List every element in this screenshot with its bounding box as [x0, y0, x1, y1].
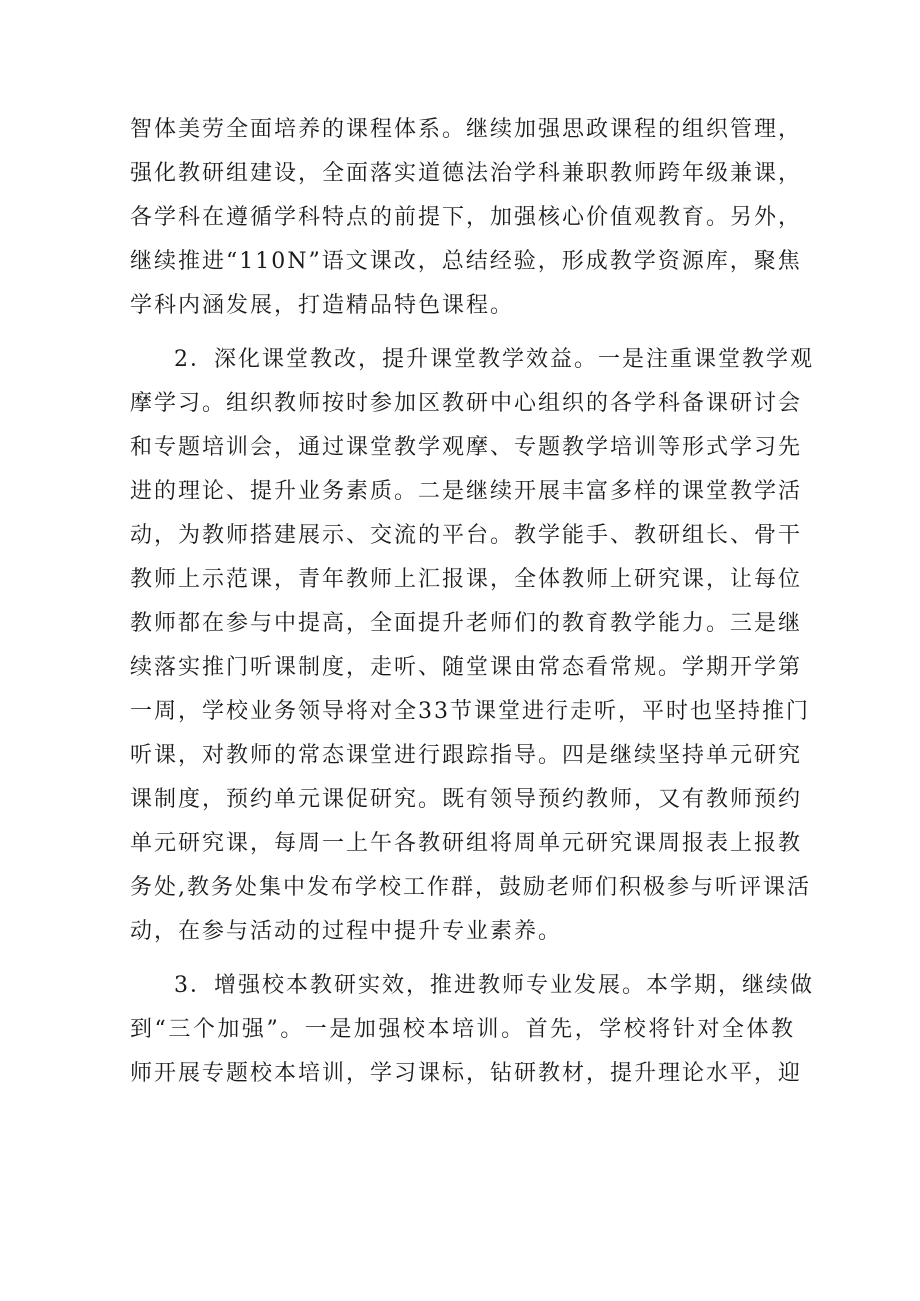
text-line: 教师上示范课，青年教师上汇报课，全体教师上研究课，让每位	[130, 567, 803, 592]
text-line: 单元研究课，每周一上午各教研组将周单元研究课周报表上报教	[130, 831, 803, 856]
text-line: 和专题培训会，通过课堂教学观摩、专题教学培训等形式学习先	[130, 435, 803, 460]
text-line: 3．增强校本教研实效，推进教师专业发展。本学期，继续做	[174, 973, 814, 998]
text-line: 课制度，预约单元课促研究。既有领导预约教师，又有教师预约	[130, 787, 803, 812]
text-line: 进的理论、提升业务素质。二是继续开展丰富多样的课堂教学活	[130, 479, 803, 504]
text-line: 务处,教务处集中发布学校工作群，鼓励老师们积极参与听评课活	[130, 875, 811, 900]
text-line: 学科内涵发展，打造精品特色课程。	[130, 293, 515, 318]
paragraph-school-research	[130, 964, 814, 1096]
text-line: 2．深化课堂教改，提升课堂教学效益。一是注重课堂教学观	[174, 347, 814, 372]
text-line: 智体美劳全面培养的课程体系。继续加强思政课程的组织管理，	[130, 117, 803, 142]
text-line: 继续推进“110N”语文课改，总结经验，形成教学资源库，聚焦	[130, 249, 802, 274]
paragraph-curriculum-system	[130, 108, 803, 328]
text-line: 强化教研组建设，全面落实道德法治学科兼职教师跨年级兼课，	[130, 161, 803, 186]
text-line: 动，为教师搭建展示、交流的平台。教学能手、教研组长、骨干	[130, 523, 803, 548]
text-line: 续落实推门听课制度，走听、随堂课由常态看常规。学期开学第	[130, 655, 803, 680]
text-line: 摩学习。组织教师按时参加区教研中心组织的各学科备课研讨会	[130, 391, 803, 416]
text-line: 各学科在遵循学科特点的前提下，加强核心价值观教育。另外，	[130, 205, 803, 230]
body-text	[130, 108, 814, 1106]
text-line: 到“三个加强”。一是加强校本培训。首先，学校将针对全体教	[130, 1017, 795, 1042]
text-line: 一周，学校业务领导将对全33节课堂进行走听，平时也坚持推门	[130, 699, 810, 724]
text-line: 师开展专题校本培训，学习课标，钻研教材，提升理论水平，迎	[130, 1061, 803, 1086]
paragraph-classroom-reform	[130, 338, 814, 954]
text-line: 动，在参与活动的过程中提升专业素养。	[130, 919, 563, 944]
text-line: 听课，对教师的常态课堂进行跟踪指导。四是继续坚持单元研究	[130, 743, 803, 768]
text-line: 教师都在参与中提高，全面提升老师们的教育教学能力。三是继	[130, 611, 803, 636]
